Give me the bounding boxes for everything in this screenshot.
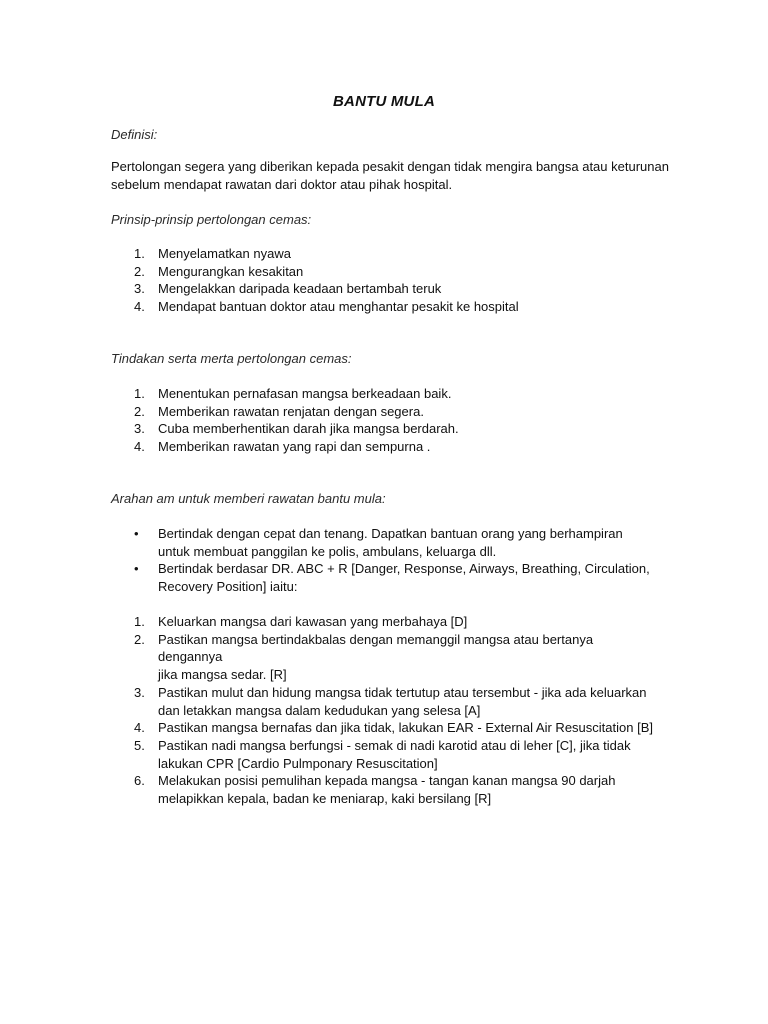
list-number: 4. bbox=[134, 439, 145, 455]
list-text: Mengelakkan daripada keadaan bertambah teruk bbox=[158, 281, 442, 297]
list-item bbox=[134, 245, 654, 263]
list-item bbox=[134, 420, 654, 438]
prinsip-heading: Prinsip-prinsip pertolongan cemas: bbox=[111, 212, 312, 227]
list-text: Mendapat bantuan doktor atau menghantar pesakit ke hospital bbox=[158, 299, 519, 315]
list-item bbox=[134, 403, 654, 421]
bullet-text-line: Recovery Position] iaitu: bbox=[158, 579, 298, 595]
list-text: Menentukan pernafasan mangsa berkeadaan baik. bbox=[158, 386, 452, 401]
list-number: 2. bbox=[134, 263, 145, 279]
list-number: 1. bbox=[134, 246, 145, 261]
prinsip-list bbox=[134, 245, 654, 316]
list-number: 2. bbox=[134, 403, 145, 419]
bullet-icon: • bbox=[134, 561, 139, 577]
list-number: 4. bbox=[134, 299, 145, 315]
list-item bbox=[134, 631, 654, 684]
list-item bbox=[134, 719, 654, 737]
bullet-item bbox=[134, 560, 654, 595]
list-number: 1. bbox=[134, 614, 145, 629]
list-text: jika mangsa sedar. [R] bbox=[158, 667, 287, 683]
list-number: 3. bbox=[134, 421, 145, 437]
bullet-icon: • bbox=[134, 526, 139, 541]
list-number: 5. bbox=[134, 737, 145, 753]
definisi-line-1: Pertolongan segera yang diberikan kepada pesakit dengan tidak mengira bangsa atau keturunan bbox=[111, 159, 669, 174]
list-item bbox=[134, 280, 654, 298]
list-text: Pastikan mangsa bernafas dan jika tidak, lakukan EAR - External Air Resuscitation [B] bbox=[158, 720, 653, 736]
list-text: dan letakkan mangsa dalam kedudukan yang selesa [A] bbox=[158, 702, 481, 718]
definisi-heading: Definisi: bbox=[111, 127, 158, 142]
list-number: 1. bbox=[134, 386, 145, 401]
list-number: 6. bbox=[134, 773, 145, 789]
list-text: Pastikan nadi mangsa berfungsi - semak di nadi karotid atau di leher [C], jika tidak bbox=[158, 737, 631, 753]
list-item bbox=[134, 438, 654, 456]
tindakan-heading: Tindakan serta merta pertolongan cemas: bbox=[111, 351, 352, 366]
list-text: lakukan CPR [Cardio Pulmponary Resuscitation] bbox=[158, 755, 438, 771]
drabc-list bbox=[134, 613, 654, 808]
bullet-text-line: membuat panggilan ke polis, ambulans, keluarga dll. bbox=[193, 543, 497, 559]
list-number: 2. bbox=[134, 631, 145, 647]
list-text: Pastikan mangsa bertindakbalas dengan memanggil mangsa atau bertanya dengannya bbox=[158, 631, 594, 665]
document-title: BANTU MULA bbox=[333, 93, 435, 110]
arahan-bullet-list bbox=[134, 525, 654, 596]
list-item bbox=[134, 684, 654, 719]
list-text: Memberikan rawatan renjatan dengan segera. bbox=[158, 403, 424, 419]
list-number: 3. bbox=[134, 281, 145, 297]
list-text: Pastikan mulut dan hidung mangsa tidak tertutup atau tersembut - jika ada keluarkan bbox=[158, 684, 647, 700]
bullet-text-line: Bertindak berdasar DR. ABC + R [Danger, Response, Airways, Breathing, Circulation, bbox=[158, 561, 650, 577]
list-text: Keluarkan mangsa dari kawasan yang merbahaya [D] bbox=[158, 614, 468, 629]
list-item bbox=[134, 385, 654, 403]
list-text: Melakukan posisi pemulihan kepada mangsa - tangan kanan mangsa 90 darjah bbox=[158, 773, 616, 789]
definisi-line-2: sebelum mendapat rawatan dari doktor atau pihak hospital. bbox=[111, 177, 453, 192]
list-text: Memberikan rawatan yang rapi dan sempurna . bbox=[158, 439, 431, 455]
list-text: Mengurangkan kesakitan bbox=[158, 263, 304, 279]
bullet-text-line: Bertindak dengan cepat dan tenang. Dapatkan bantuan orang yang berhampiran untuk bbox=[158, 526, 623, 559]
list-item bbox=[134, 737, 654, 772]
list-item bbox=[134, 298, 654, 316]
bullet-item bbox=[134, 525, 654, 560]
arahan-heading: Arahan am untuk memberi rawatan bantu mula: bbox=[111, 491, 386, 506]
list-text: Cuba memberhentikan darah jika mangsa berdarah. bbox=[158, 421, 459, 437]
list-text: melapikkan kepala, badan ke meniarap, kaki bersilang [R] bbox=[158, 791, 492, 807]
list-text: Menyelamatkan nyawa bbox=[158, 246, 291, 261]
tindakan-list bbox=[134, 385, 654, 456]
list-item bbox=[134, 772, 654, 807]
list-item bbox=[134, 263, 654, 281]
list-number: 3. bbox=[134, 684, 145, 700]
list-number: 4. bbox=[134, 720, 145, 736]
list-item bbox=[134, 613, 654, 631]
